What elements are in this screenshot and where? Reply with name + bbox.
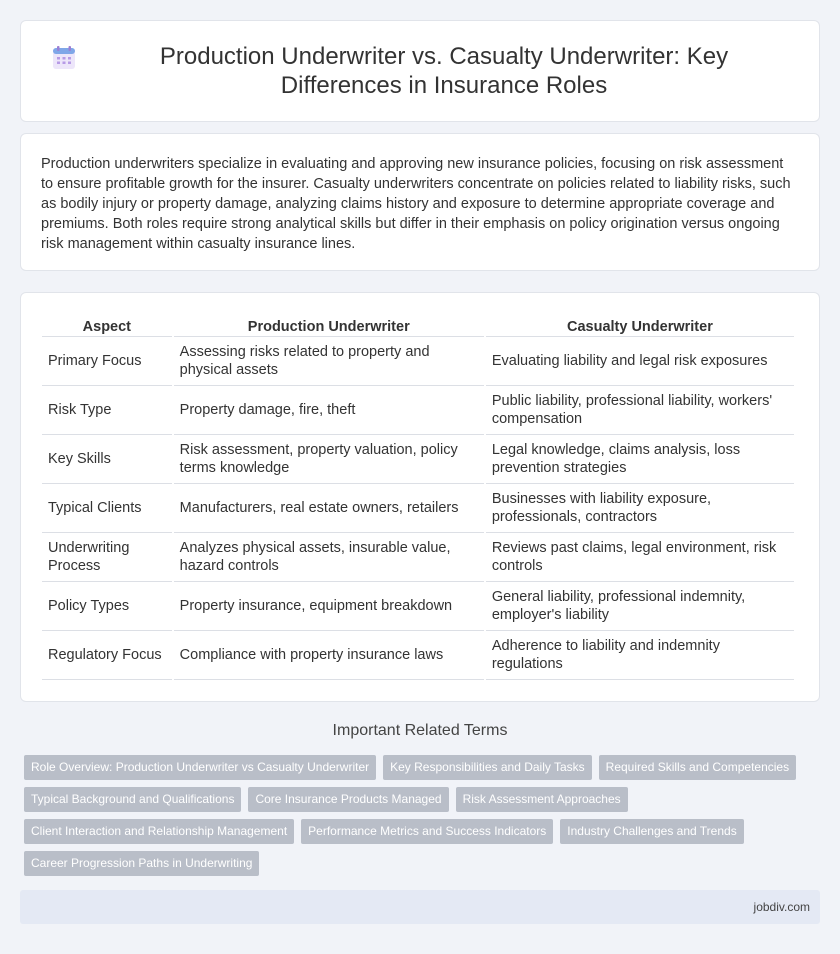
related-term-tag[interactable]: Risk Assessment Approaches (456, 787, 628, 812)
related-term-tag[interactable]: Core Insurance Products Managed (248, 787, 448, 812)
table-row (42, 386, 794, 435)
comparison-table (40, 315, 796, 680)
intro-card (20, 133, 820, 271)
related-term-tag[interactable]: Role Overview: Production Underwriter vs Casualty Underwriter (24, 755, 376, 780)
table-row (42, 533, 794, 582)
production-cell: Assessing risks related to property and physical assets (174, 337, 484, 386)
calendar-icon (51, 45, 77, 71)
casualty-cell: Reviews past claims, legal environment, risk controls (486, 533, 794, 582)
casualty-cell: Public liability, professional liability, workers' compensation (486, 386, 794, 435)
aspect-cell: Key Skills (42, 435, 172, 484)
title-card (20, 20, 820, 122)
aspect-cell: Policy Types (42, 582, 172, 631)
header-casualty-underwriter: Casualty Underwriter (486, 315, 794, 337)
table-header-row (42, 315, 794, 337)
casualty-cell: Evaluating liability and legal risk exposures (486, 337, 794, 386)
aspect-cell: Underwriting Process (42, 533, 172, 582)
production-cell: Risk assessment, property valuation, policy terms knowledge (174, 435, 484, 484)
casualty-cell: Businesses with liability exposure, professionals, contractors (486, 484, 794, 533)
table-row (42, 582, 794, 631)
related-term-tag[interactable]: Key Responsibilities and Daily Tasks (383, 755, 592, 780)
comparison-card (20, 292, 820, 702)
aspect-cell: Regulatory Focus (42, 631, 172, 680)
intro-paragraph: Production underwriters specialize in evaluating and approving new insurance policies, focusing on risk assessment to ensure profitable growth for the insurer. Casualty underwriters concentrate on policies related to liability risks, such as bodily injury or property damage, analyzing claims history and exposure to determine appropriate coverage and premiums. Both roles require strong analytical skills but differ in their emphasis on policy origination versus ongoing risk management within casualty insurance lines. (41, 156, 791, 252)
table-row (42, 337, 794, 386)
production-cell: Property insurance, equipment breakdown (174, 582, 484, 631)
footer-site-link[interactable]: jobdiv.com (753, 900, 810, 914)
production-cell: Analyzes physical assets, insurable value, hazard controls (174, 533, 484, 582)
related-term-tag[interactable]: Typical Background and Qualifications (24, 787, 241, 812)
related-term-tag[interactable]: Required Skills and Competencies (599, 755, 796, 780)
related-terms-heading: Important Related Terms (332, 722, 508, 739)
casualty-cell: General liability, professional indemnity, employer's liability (486, 582, 794, 631)
page-title: Production Underwriter vs. Casualty Underwriter: Key Differences in Insurance Roles (159, 43, 729, 99)
aspect-cell: Primary Focus (42, 337, 172, 386)
production-cell: Compliance with property insurance laws (174, 631, 484, 680)
aspect-cell: Risk Type (42, 386, 172, 435)
production-cell: Property damage, fire, theft (174, 386, 484, 435)
header-production-underwriter: Production Underwriter (174, 315, 484, 337)
casualty-cell: Adherence to liability and indemnity regulations (486, 631, 794, 680)
table-row (42, 435, 794, 484)
table-row (42, 631, 794, 680)
aspect-cell: Typical Clients (42, 484, 172, 533)
table-row (42, 484, 794, 533)
related-term-tag[interactable]: Client Interaction and Relationship Management (24, 819, 294, 844)
related-term-tag[interactable]: Performance Metrics and Success Indicators (301, 819, 553, 844)
footer (20, 890, 820, 924)
related-terms-list (24, 755, 814, 876)
related-term-tag[interactable]: Industry Challenges and Trends (560, 819, 743, 844)
related-term-tag[interactable]: Career Progression Paths in Underwriting (24, 851, 259, 876)
production-cell: Manufacturers, real estate owners, retailers (174, 484, 484, 533)
casualty-cell: Legal knowledge, claims analysis, loss prevention strategies (486, 435, 794, 484)
header-aspect: Aspect (42, 315, 172, 337)
